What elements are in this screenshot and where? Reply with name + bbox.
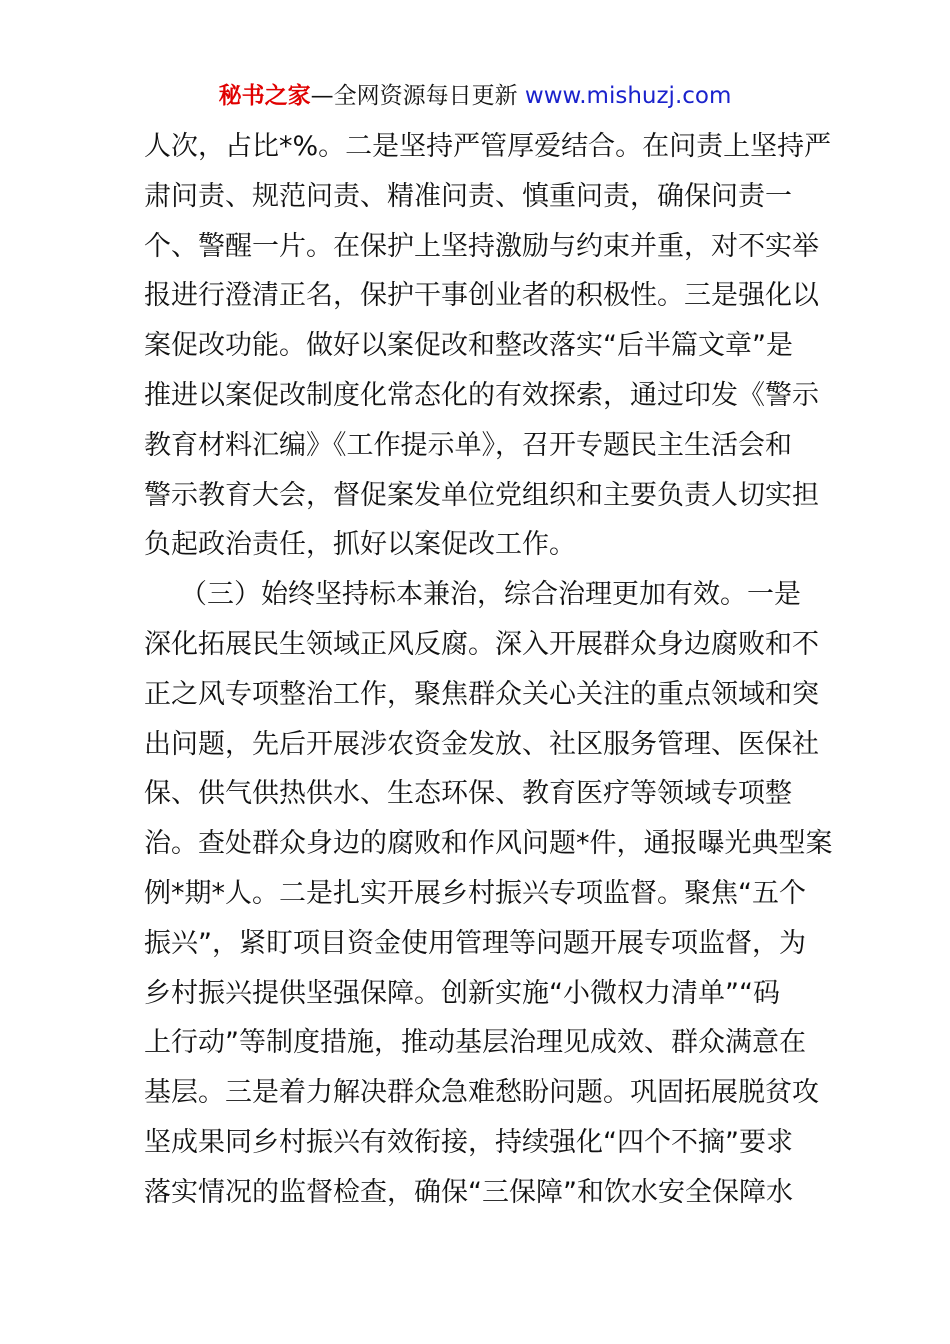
text-line: 基层。三是着力解决群众急难愁盼问题。巩固拓展脱贫攻 bbox=[144, 1077, 819, 1109]
text-line: 教育材料汇编》《工作提示单》，召开专题民主生活会和 bbox=[144, 429, 792, 461]
site-header bbox=[0, 80, 950, 112]
text-line: 坚成果同乡村振兴有效衔接，持续强化“四个不摘”要求 bbox=[144, 1126, 793, 1158]
text-line: 乡村振兴提供坚强保障。创新实施“小微权力清单”“码 bbox=[144, 977, 780, 1009]
text-line: 振兴”，紧盯项目资金使用管理等问题开展专项监督，为 bbox=[144, 927, 806, 959]
text-line: 治。查处群众身边的腐败和作风问题*件，通报曝光典型案 bbox=[144, 828, 833, 860]
text-line: 负起政治责任，抓好以案促改工作。 bbox=[144, 529, 576, 561]
text-line: 警示教育大会，督促案发单位党组织和主要负责人切实担 bbox=[144, 479, 819, 511]
site-url-link[interactable]: www.mishuzj.com bbox=[524, 83, 732, 109]
text-line: 深化拓展民生领域正风反腐。深入开展群众身边腐败和不 bbox=[144, 628, 819, 660]
text-line: 案促改功能。做好以案促改和整改落实“后半篇文章”是 bbox=[144, 330, 793, 362]
text-line: 个、警醒一片。在保护上坚持激励与约束并重，对不实举 bbox=[144, 230, 819, 262]
text-line: 保、供气供热供水、生态环保、教育医疗等领域专项整 bbox=[144, 778, 792, 810]
text-line: 出问题，先后开展涉农资金发放、社区服务管理、医保社 bbox=[144, 728, 819, 760]
text-line: 推进以案促改制度化常态化的有效探索，通过印发《警示 bbox=[144, 379, 819, 411]
text-line: 报进行澄清正名，保护干事创业者的积极性。三是强化以 bbox=[144, 280, 819, 312]
section-heading-line: （三）始终坚持标本兼治，综合治理更加有效。一是 bbox=[180, 579, 801, 611]
text-line: 正之风专项整治工作，聚焦群众关心关注的重点领域和突 bbox=[144, 678, 819, 710]
text-line: 肃问责、规范问责、精准问责、慎重问责，确保问责一 bbox=[144, 180, 792, 212]
header-tagline: —全网资源每日更新 bbox=[310, 83, 525, 109]
text-line: 人次，占比*%。二是坚持严管厚爱结合。在问责上坚持严 bbox=[144, 131, 832, 162]
document-body bbox=[144, 122, 833, 1218]
brand-name: 秘书之家 bbox=[218, 83, 311, 109]
text-line: 落实情况的监督检查，确保“三保障”和饮水安全保障水 bbox=[144, 1176, 793, 1208]
text-line: 例*期*人。二是扎实开展乡村振兴专项监督。聚焦“五个 bbox=[144, 877, 806, 909]
text-line: 上行动”等制度措施，推动基层治理见成效、群众满意在 bbox=[144, 1027, 806, 1059]
